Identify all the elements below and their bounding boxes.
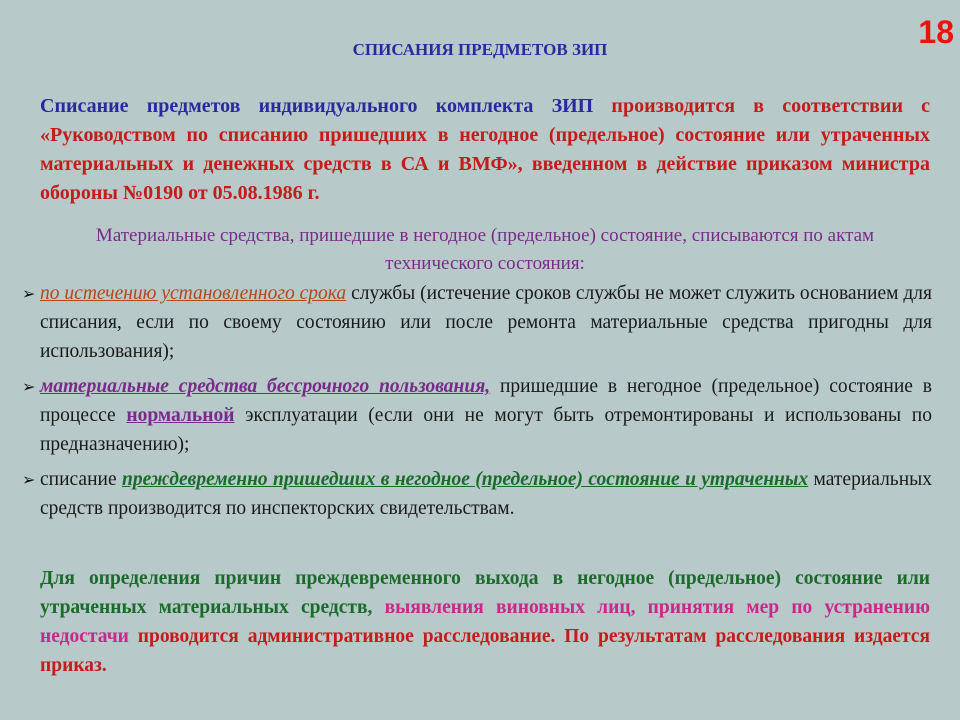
slide-title: СПИСАНИЯ ПРЕДМЕТОВ ЗИП (352, 40, 608, 59)
arrow-bullet-icon: ➢ (22, 286, 36, 303)
bullet-rest: материальных средств производится по инспекторских свидетельствам. (40, 469, 932, 519)
bullet-rest: службы (истечение сроков службы не может служить основанием для списания, если по своему состоянию или после ремонта материальные средства пригодны для использования); (40, 283, 932, 362)
bullet-item (22, 279, 932, 366)
bullet-item (22, 465, 932, 523)
bullet-rest: эксплуатации (если они не могут быть отремонтированы и использованы по предназначению); (40, 405, 932, 455)
bullet-text (40, 372, 932, 459)
bullet-item (22, 372, 932, 459)
conclusion-paragraph (40, 564, 930, 680)
slide-number: 18 (918, 14, 954, 50)
bullet-list (22, 279, 932, 529)
intro-paragraph (40, 92, 930, 208)
arrow-bullet-icon: ➢ (22, 472, 36, 489)
conclusion-part-a: Для определения причин преждевременного выхода в негодное (предельное) состояние или утраченных материальных средств, (40, 568, 930, 618)
bullet-highlight: преждевременно пришедших в негодное (предельное) состояние и утраченных (121, 469, 809, 490)
bullet-highlight-2: нормальной (126, 405, 235, 426)
intro-part-a: Списание предметов индивидуального комплекта ЗИП (40, 95, 594, 117)
bullet-lead: списание (40, 469, 122, 490)
arrow-bullet-icon: ➢ (22, 379, 36, 396)
bullet-text (40, 465, 932, 523)
subheading: Материальные средства, пришедшие в негодное (предельное) состояние, списываются по актам технического состояния: (95, 225, 875, 274)
bullet-mid: пришедшие в негодное (предельное) состояние в процессе (40, 376, 932, 426)
conclusion-part-b: выявления виновных лиц, принятия мер по устранению недостачи (40, 597, 930, 647)
intro-part-b: производится в соответствии с «Руководством по списанию пришедших в негодное (предельное) состояние или утраченных материальных и денежных средств в СА и ВМФ», введенном в действие приказом министра обороны №0190 от 05.08.1986 г. (40, 95, 931, 204)
bullet-highlight: по истечению установленного срока (40, 283, 347, 304)
conclusion-part-c: проводится административное расследование. По результатам расследования издается приказ. (40, 626, 930, 676)
bullet-highlight: материальные средства бессрочного пользования, (40, 376, 491, 397)
bullet-text (40, 279, 932, 366)
